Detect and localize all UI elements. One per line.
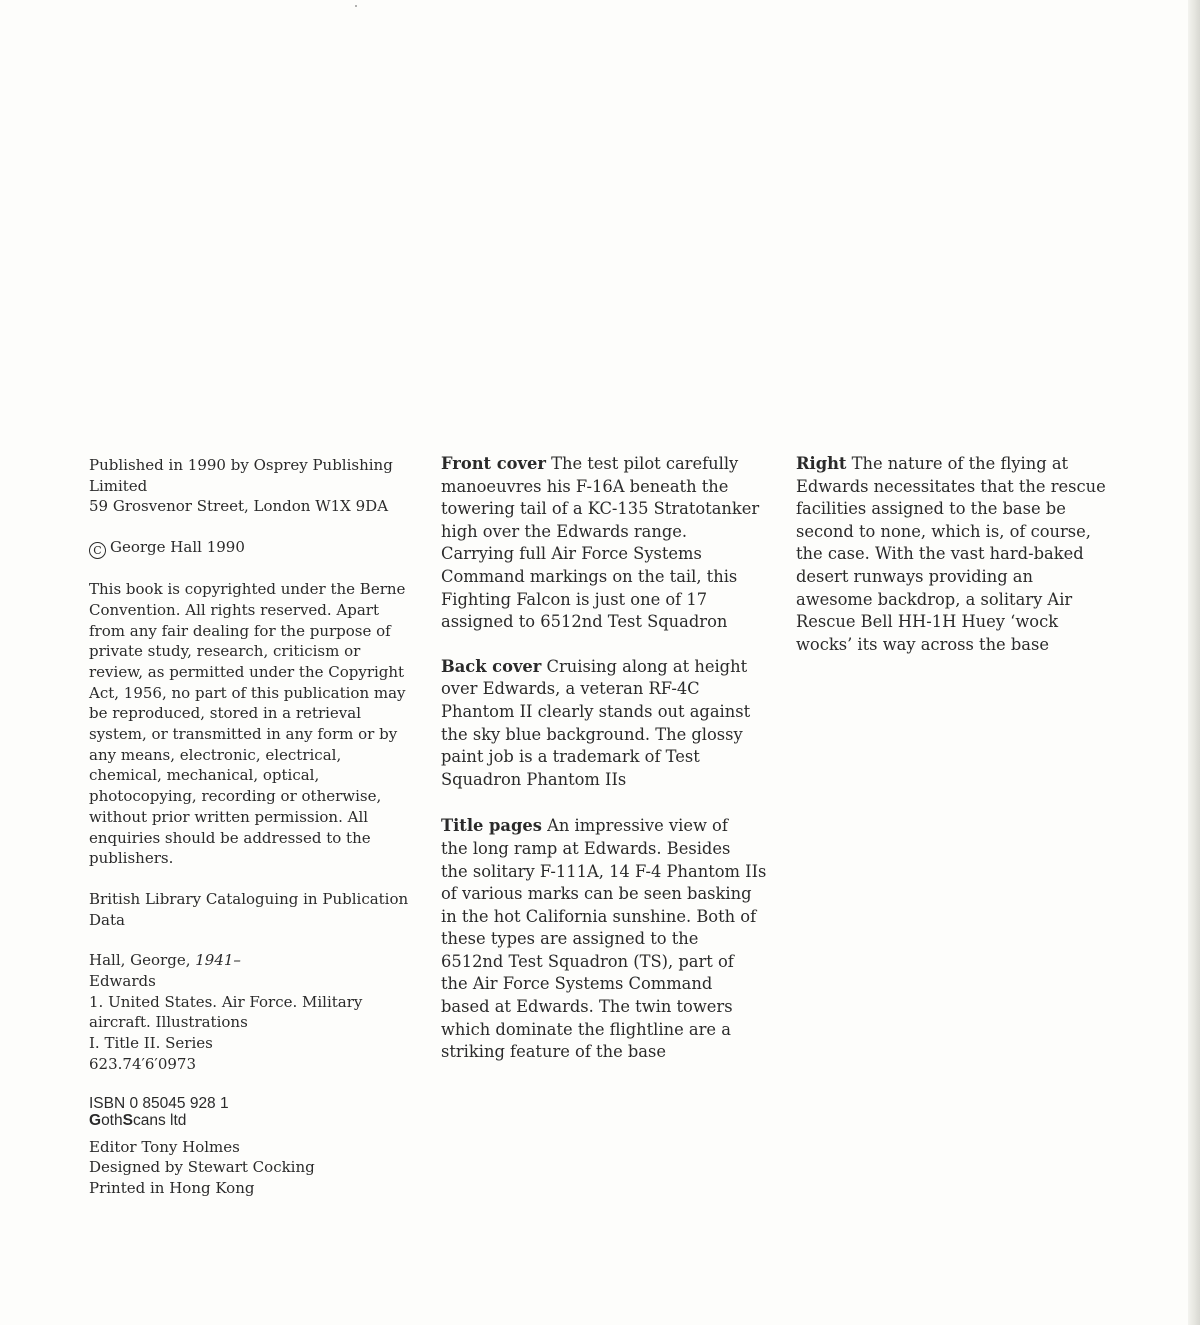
caption-line: wocks’ its way across the base [796,634,1049,654]
cip-line: 1. United States. Air Force. Military [89,992,363,1011]
caption-label: Back cover [441,656,542,676]
caption-line: The test pilot carefully [551,454,739,473]
caption-line: Rescue Bell HH-1H Huey ‘wock [796,612,1059,632]
captions-column-right [796,453,1126,676]
rights-line: publishers. [89,849,174,868]
rights-block [89,579,419,869]
publisher-address: 59 Grosvenor Street, London W1X 9DA [89,497,389,516]
caption-line: Fighting Falcon is just one of 17 [441,589,708,609]
caption-line: The nature of the flying at [851,454,1069,473]
caption-line: Cruising along at height [546,656,748,676]
editor-credit: Editor Tony Holmes [89,1137,240,1156]
copyright-symbol-icon: C [89,542,106,559]
caption-line: the case. With the vast hard-baked [796,544,1084,564]
isbn-block [89,1095,419,1129]
caption-title-pages [441,815,776,1064]
caption-line: facilities assigned to the base be [796,499,1066,519]
page-edge-shadow [1188,0,1200,1325]
caption-line: striking feature of the base [441,1042,666,1062]
isbn: ISBN 0 85045 928 1 [89,1094,229,1112]
caption-line: assigned to 6512nd Test Squadron [441,612,728,632]
rights-line: from any fair dealing for the purpose of [89,621,391,640]
scan-credit-text: oth [101,1111,123,1129]
caption-line: these types are assigned to the [441,929,699,949]
rights-line: system, or transmitted in any form or by [89,725,398,744]
caption-line: the long ramp at Edwards. Besides [441,838,731,858]
rights-line: Act, 1956, no part of this publication may [89,683,406,702]
paper-speck [355,5,357,7]
caption-back-cover [441,656,776,792]
caption-line: awesome backdrop, a solitary Air [796,589,1073,609]
scan-credit-initial: G [89,1111,102,1129]
rights-line: private study, research, criticism or [89,642,361,661]
cip-author-year: 1941– [195,951,241,970]
publisher-line: Published in 1990 by Osprey Publishing [89,456,393,474]
caption-line: the solitary F-111A, 14 F-4 Phantom IIs [441,861,767,881]
caption-line: the Air Force Systems Command [441,974,713,994]
copyright-holder: George Hall 1990 [110,538,245,557]
caption-line: desert runways providing an [796,566,1033,586]
rights-line: enquiries should be addressed to the [89,828,371,847]
caption-line: paint job is a trademark of Test [441,747,700,767]
caption-front-cover [441,453,776,634]
caption-line: high over the Edwards range. [441,521,688,541]
caption-line: An impressive view of [547,816,728,836]
publisher-block [89,455,419,517]
caption-line: Carrying full Air Force Systems [441,544,702,564]
captions-column-middle [441,453,776,1084]
cip-heading: British Library Cataloguing in Publication [89,889,409,908]
rights-line: be reproduced, stored in a retrieval [89,704,362,723]
caption-line: based at Edwards. The twin towers [441,997,733,1017]
rights-line: any means, electronic, electrical, [89,745,342,764]
cip-record [89,950,419,1074]
rights-line: This book is copyrighted under the Berne [89,580,406,599]
caption-line: Edwards necessitates that the rescue [796,476,1106,496]
publisher-line: Limited [89,476,148,495]
caption-line: over Edwards, a veteran RF-4C [441,679,700,699]
scan-credit [89,1112,419,1129]
imprint-column [89,455,419,1199]
caption-label: Right [796,454,847,473]
caption-line: second to none, which is, of course, [796,521,1091,541]
caption-line: Phantom II clearly stands out against [441,701,751,721]
copyright-block [89,537,419,559]
caption-right [796,453,1126,656]
rights-line: photocopying, recording or otherwise, [89,787,382,806]
caption-label: Front cover [441,454,546,473]
rights-line: review, as permitted under the Copyright [89,662,405,681]
rights-line: chemical, mechanical, optical, [89,766,320,785]
caption-line: Squadron Phantom IIs [441,769,627,789]
caption-line: manoeuvres his F-16A beneath the [441,476,729,496]
caption-line: Command markings on the tail, this [441,566,738,586]
cip-author: Hall, George, [89,951,191,970]
caption-label: Title pages [441,816,542,836]
caption-line: towering tail of a KC-135 Stratotanker [441,499,760,519]
rights-line: Convention. All rights reserved. Apart [89,600,380,619]
caption-line: 6512nd Test Squadron (TS), part of [441,951,734,971]
cip-heading: Data [89,910,125,929]
scan-credit-initial: S [122,1111,133,1129]
designer-credit: Designed by Stewart Cocking [89,1158,315,1177]
cip-line: 623.74′6′0973 [89,1054,197,1073]
caption-line: of various marks can be seen basking [441,884,752,904]
rights-line: without prior written permission. All [89,807,369,826]
printer-credit: Printed in Hong Kong [89,1178,255,1197]
cip-line: I. Title II. Series [89,1034,213,1053]
caption-line: in the hot California sunshine. Both of [441,906,757,926]
caption-line: which dominate the flightline are a [441,1019,731,1039]
caption-line: the sky blue background. The glossy [441,724,743,744]
cip-line: Edwards [89,972,156,991]
cip-line: aircraft. Illustrations [89,1013,248,1032]
credits-block [89,1137,419,1199]
scan-credit-text: cans ltd [132,1111,187,1129]
cip-heading-block [89,889,419,930]
